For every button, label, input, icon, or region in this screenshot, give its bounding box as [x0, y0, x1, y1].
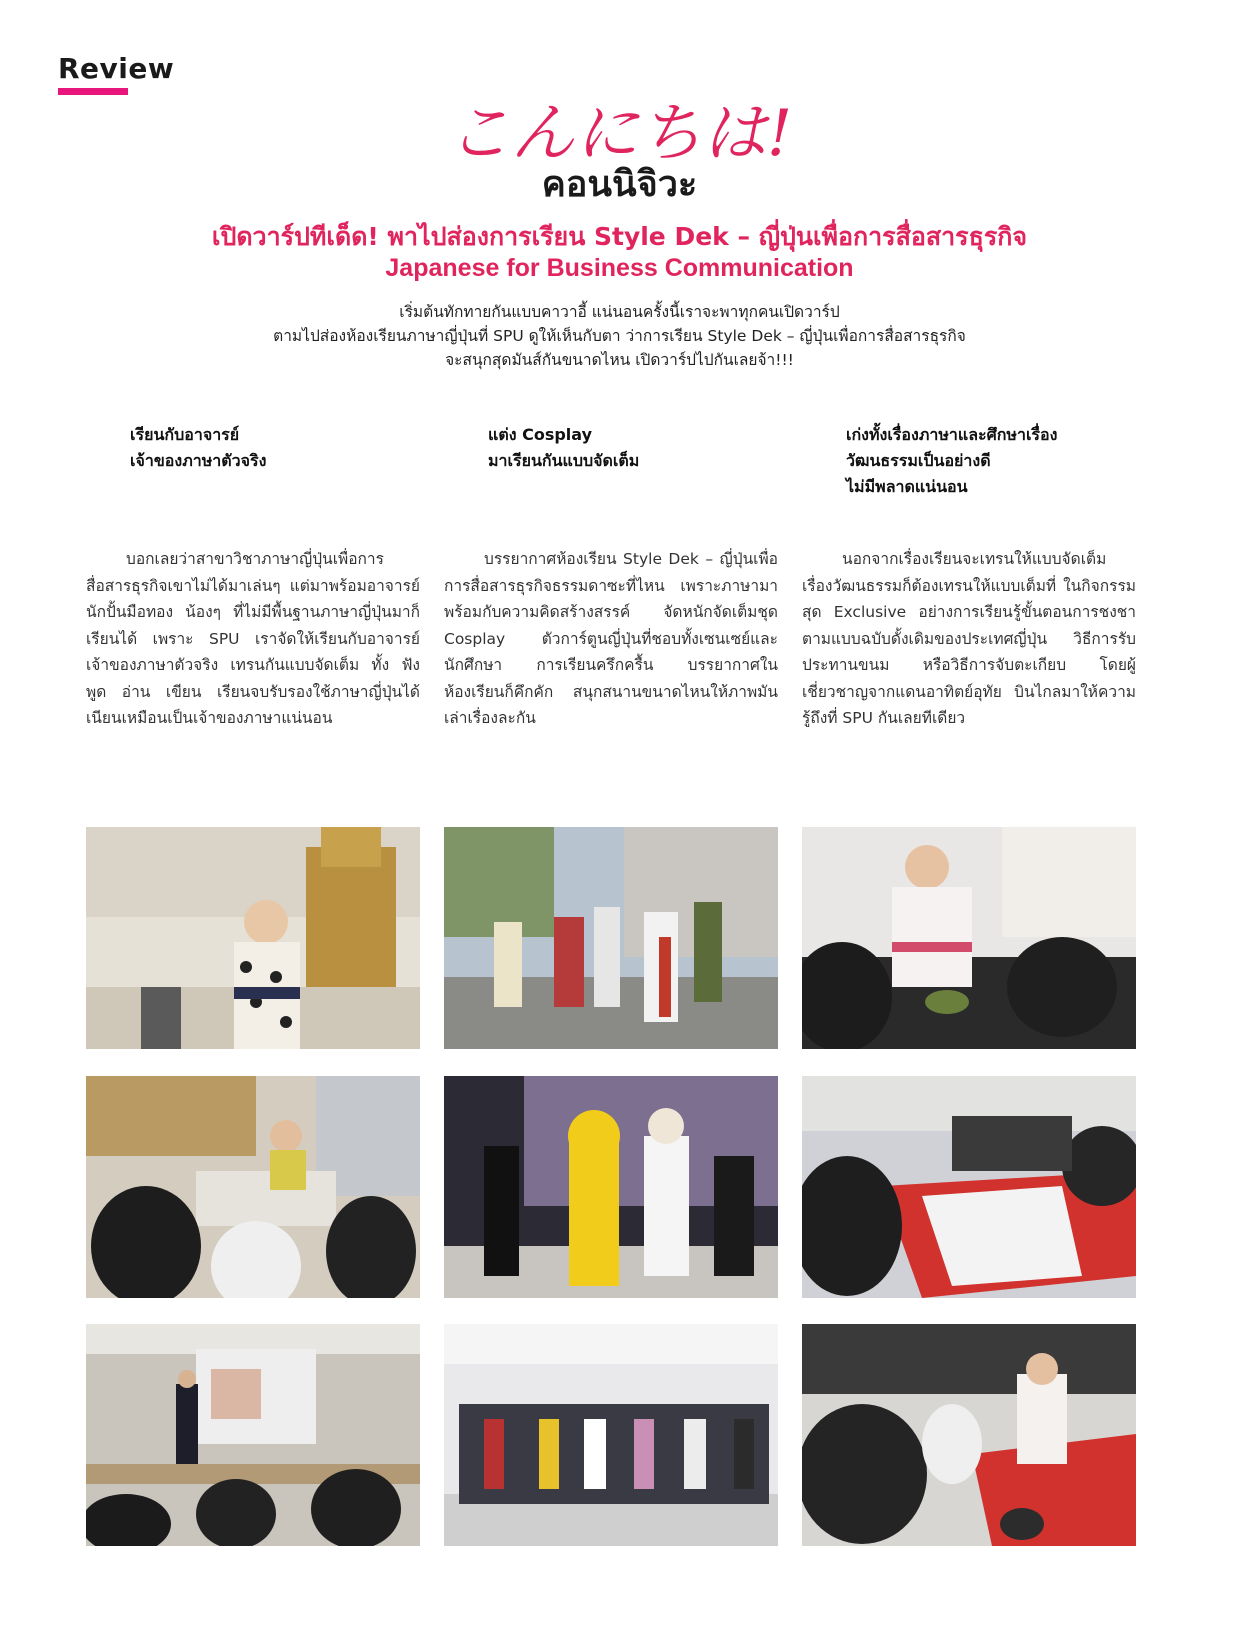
column-1-heading [130, 422, 450, 474]
column-heading-line: เก่งทั้งเรื่องภาษาและศึกษาเรื่อง [846, 425, 1058, 444]
column-3-heading [846, 422, 1166, 500]
photo-teacher-yukata [86, 827, 420, 1049]
column-heading-line: เรียนกับอาจารย์ [130, 425, 240, 444]
greeting-transliteration: คอนนิจิวะ [541, 164, 698, 205]
photo-tea-demonstration [802, 1324, 1136, 1546]
column-2-heading [488, 422, 808, 474]
column-2-body: บรรยากาศห้องเรียน Style Dek – ญี่ปุ่นเพื่อการสื่อสารธุรกิจธรรมดาซะที่ไหน เพราะภาษามาพร้อมกับความคิดสร้างสรรค์ จัดหนักจัดเต็มชุด Cosplay ตัวการ์ตูนญี่ปุ่นที่ชอบทั้งเซนเซย์และนักศึกษา การเรียนครึกครื้น บรรยากาศในห้องเรียนก็คึกคัก สนุกสนานขนาดไหนให้ภาพมันเล่าเรื่องละกัน [444, 550, 778, 727]
section-label: Review [58, 52, 175, 85]
column-heading-line: มาเรียนกันแบบจัดเต็ม [488, 451, 640, 470]
photo-lecture-room [86, 1324, 420, 1546]
column-1-body: บอกเลยว่าสาขาวิชาภาษาญี่ปุ่นเพื่อการสื่อสารธุรกิจเขาไม่ได้มาเล่นๆ แต่มาพร้อมอาจารย์นักปั้นมือทอง น้องๆ ที่ไม่มีพื้นฐานภาษาญี่ปุ่นมาก็เรียนได้ เพราะ SPU เราจัดให้เรียนกับอาจารย์เจ้าของภาษาตัวจริง เทรนกันแบบจัดเต็ม ทั้ง ฟัง พูด อ่าน เขียน เรียนจบรับรองใช้ภาษาญี่ปุ่นได้เนียนเหมือนเป็นเจ้าของภาษาแน่นอน [86, 550, 420, 727]
headline-english: Japanese for Business Communication [385, 254, 854, 282]
intro-paragraph [0, 300, 1239, 372]
photo-small-group-class [86, 1076, 420, 1298]
column-3-body: นอกจากเรื่องเรียนจะเทรนให้แบบจัดเต็ม เรื่องวัฒนธรรมก็ต้องเทรนให้แบบเต็มที่ ในกิจกรรมสุด Exclusive อย่างการเรียนรู้ขั้นตอนการชงชา ตามแบบฉบับดั้งเดิมของประเทศญี่ปุ่น วิธีการรับประทานขนม หรือวิธีการจับตะเกียบ โดยผู้เชี่ยวชาญจากแดนอาทิตย์อุทัย บินไกลมาให้ความรู้ถึงที่ SPU กันเลยทีเดียว [802, 550, 1136, 727]
photo-tea-ceremony-students [802, 1076, 1136, 1298]
column-heading-line: เจ้าของภาษาตัวจริง [130, 451, 267, 470]
column-heading-line: ไม่มีพลาดแน่นอน [846, 477, 968, 496]
column-heading-line: วัฒนธรรมเป็นอย่างดี [846, 451, 991, 470]
intro-line: เริ่มต้นทักทายกันแบบคาวาอี้ แน่นอนครั้งนี้เราจะพาทุกคนเปิดวาร์ป [399, 303, 840, 321]
column-heading-line: แต่ง Cosplay [488, 425, 593, 444]
intro-line: ตามไปส่องห้องเรียนภาษาญี่ปุ่นที่ SPU ดูให้เห็นกับตา ว่าการเรียน Style Dek – ญี่ปุ่นเพื่อการสื่อสารธุรกิจ [273, 327, 966, 345]
photo-group-cosplay [444, 1324, 778, 1546]
photo-cosplay-parade [444, 827, 778, 1049]
japanese-greeting: こんにちは! [446, 97, 793, 171]
headline-thai: เปิดวาร์ปทีเด็ด! พาไปส่องการเรียน Style Dek – ญี่ปุ่นเพื่อการสื่อสารธุรกิจ [211, 222, 1028, 251]
photo-pikachu-cosplay [444, 1076, 778, 1298]
intro-line: จะสนุกสุดมันส์กันขนาดไหน เปิดวาร์ปไปกันเลยจ้า!!! [445, 351, 794, 369]
photo-tea-ceremony-host [802, 827, 1136, 1049]
